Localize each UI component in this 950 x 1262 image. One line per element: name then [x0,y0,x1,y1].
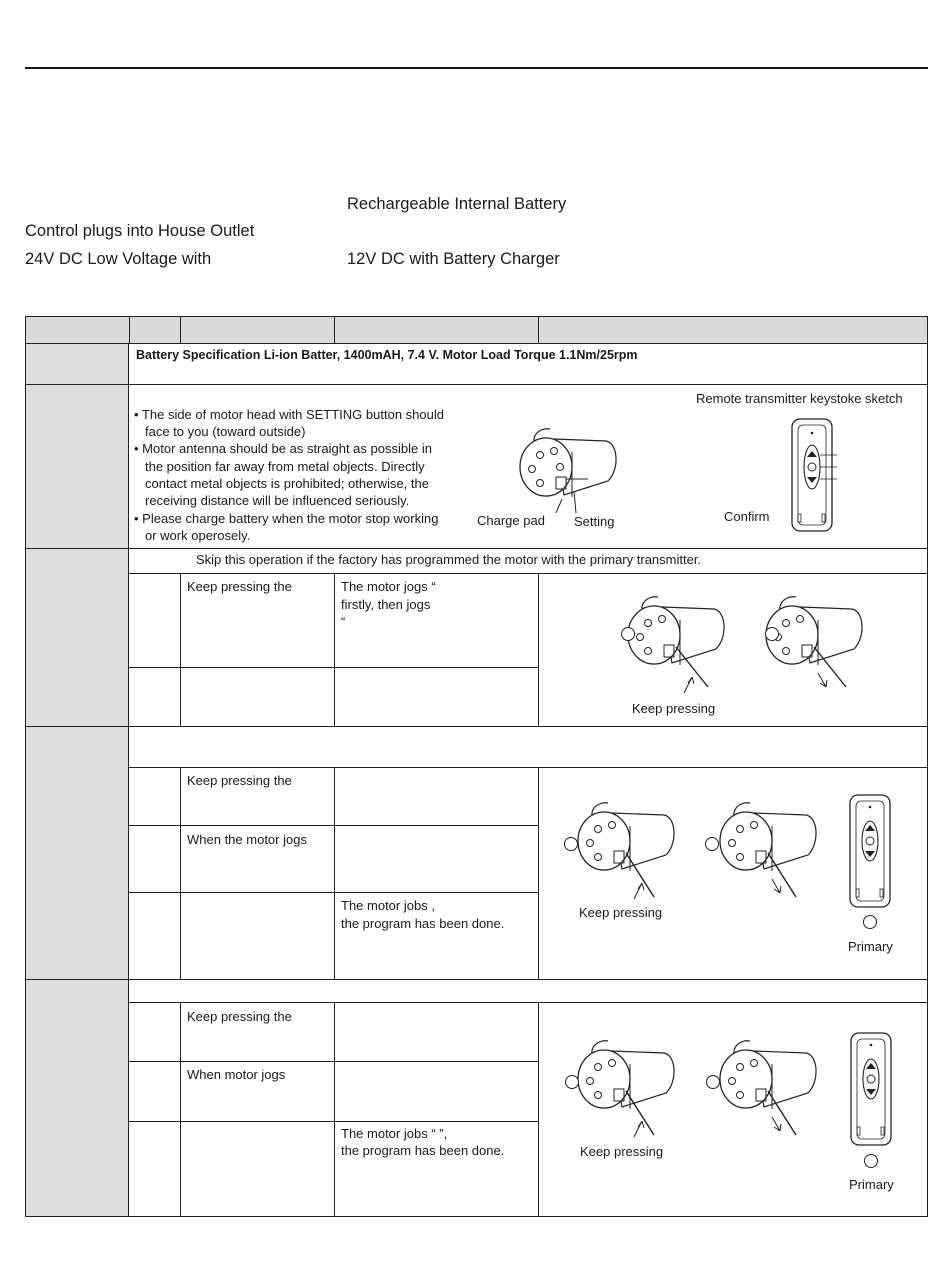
s1-step1-result-l2: firstly, then jogs [341,597,431,612]
instruction-table [25,316,928,1217]
col-divider [334,1002,335,1216]
setting-label: Setting [574,514,615,529]
row-divider [26,548,927,549]
battery-specification: Battery Specification Li-ion Batter, 1400mAH, 7.4 V. Motor Load Torque 1.1Nm/25rpm [136,348,638,362]
s3-step3-result-l2: the program has been done. [341,1143,505,1158]
s3-step1-action: Keep pressing the [187,1009,292,1024]
s3-motor-illustration-a [574,1031,684,1141]
motor-head-illustration [516,417,626,527]
s3-primary-label: Primary [849,1177,894,1192]
s3-primary-marker [863,1153,879,1169]
s3-motor-illustration-b [716,1031,826,1141]
col-divider [180,573,181,726]
s3-keep-pressing: Keep pressing [580,1144,664,1159]
s2-keep-pressing: Keep pressing [579,905,663,920]
s2-step-marker-a [563,836,579,852]
power-option-low-voltage: 24V DC Low Voltage with [25,250,212,268]
power-option-battery: Rechargeable Internal Battery [347,195,567,213]
s3-step2-action: When motor jogs [187,1067,286,1082]
s1-motor-illustration-b [762,587,872,697]
note-bullet-2-line-2: the position far away from metal objects. Directly [145,459,425,474]
row-divider [26,979,927,980]
s2-step1-action: Keep pressing the [187,773,292,788]
s1-step1-action: Keep pressing the [187,579,292,594]
col-divider [334,767,335,979]
header-divider [538,317,539,343]
col-divider [538,767,539,979]
s2-motor-illustration-a [574,793,684,903]
s1-step-marker-b [764,626,780,642]
top-rule [25,67,928,69]
s2-primary-label: Primary [848,939,893,954]
note-bullet-3-line-1: • Please charge battery when the motor stop working [134,511,439,526]
side-cell-notes [26,385,129,548]
s2-step2-action: When the motor jogs [187,832,307,847]
charge-pad-label: Charge pad [477,513,545,528]
remote-sketch-label: Remote transmitter keystoke sketch [696,391,903,406]
s2-step-marker-b [704,836,720,852]
note-bullet-1-line-1: • The side of motor head with SETTING button should [134,407,444,422]
s2-primary-remote-illustration [846,793,896,911]
header-divider [129,317,130,343]
s1-step1-result-l1: The motor jogs “ [341,579,436,594]
col-divider [180,767,181,979]
s2-primary-marker [862,914,878,930]
skip-note: Skip this operation if the factory has programmed the motor with the primary transmitter. [196,552,702,567]
row-divider [129,1002,927,1003]
s3-step-marker-b [705,1074,721,1090]
power-option-charger: 12V DC with Battery Charger [347,250,560,268]
row-divider [26,726,927,727]
table-header-row [26,317,927,344]
side-cell-section3 [26,980,129,1216]
col-divider [538,573,539,726]
side-cell-specs [26,344,129,384]
header-divider [180,317,181,343]
side-cell-section2 [26,727,129,979]
note-bullet-2-line-4: receiving distance will be influenced seriously. [145,493,410,508]
remote-transmitter-illustration [788,417,838,535]
col-divider [334,573,335,726]
note-bullet-2-line-3: contact metal objects is prohibited; otherwise, the [145,476,429,491]
s1-motor-illustration-a [624,587,734,697]
s3-primary-remote-illustration [847,1031,897,1149]
note-bullet-2-line-1: • Motor antenna should be as straight as possible in [134,441,432,456]
s2-step3-result-l2: the program has been done. [341,916,505,931]
s2-step3-result-l1: The motor jobs , [341,898,435,913]
note-bullet-3-line-2: or work operosely. [145,528,251,543]
s3-step-marker-a [564,1074,580,1090]
s1-step-marker-a [620,626,636,642]
s1-step1-result-l3: “ [341,614,346,629]
note-bullet-1-line-2: face to you (toward outside) [145,424,306,439]
col-divider [180,1002,181,1216]
col-divider [538,1002,539,1216]
confirm-label: Confirm [724,509,770,524]
s1-keep-pressing: Keep pressing [632,701,716,716]
power-option-outlet: Control plugs into House Outlet [25,222,255,240]
s2-motor-illustration-b [716,793,826,903]
s3-step3-result-l1: The motor jobs “ ”, [341,1126,448,1141]
row-divider [129,767,927,768]
row-divider [129,573,927,574]
side-cell-section1 [26,549,129,726]
row-divider [26,384,927,385]
header-divider [334,317,335,343]
